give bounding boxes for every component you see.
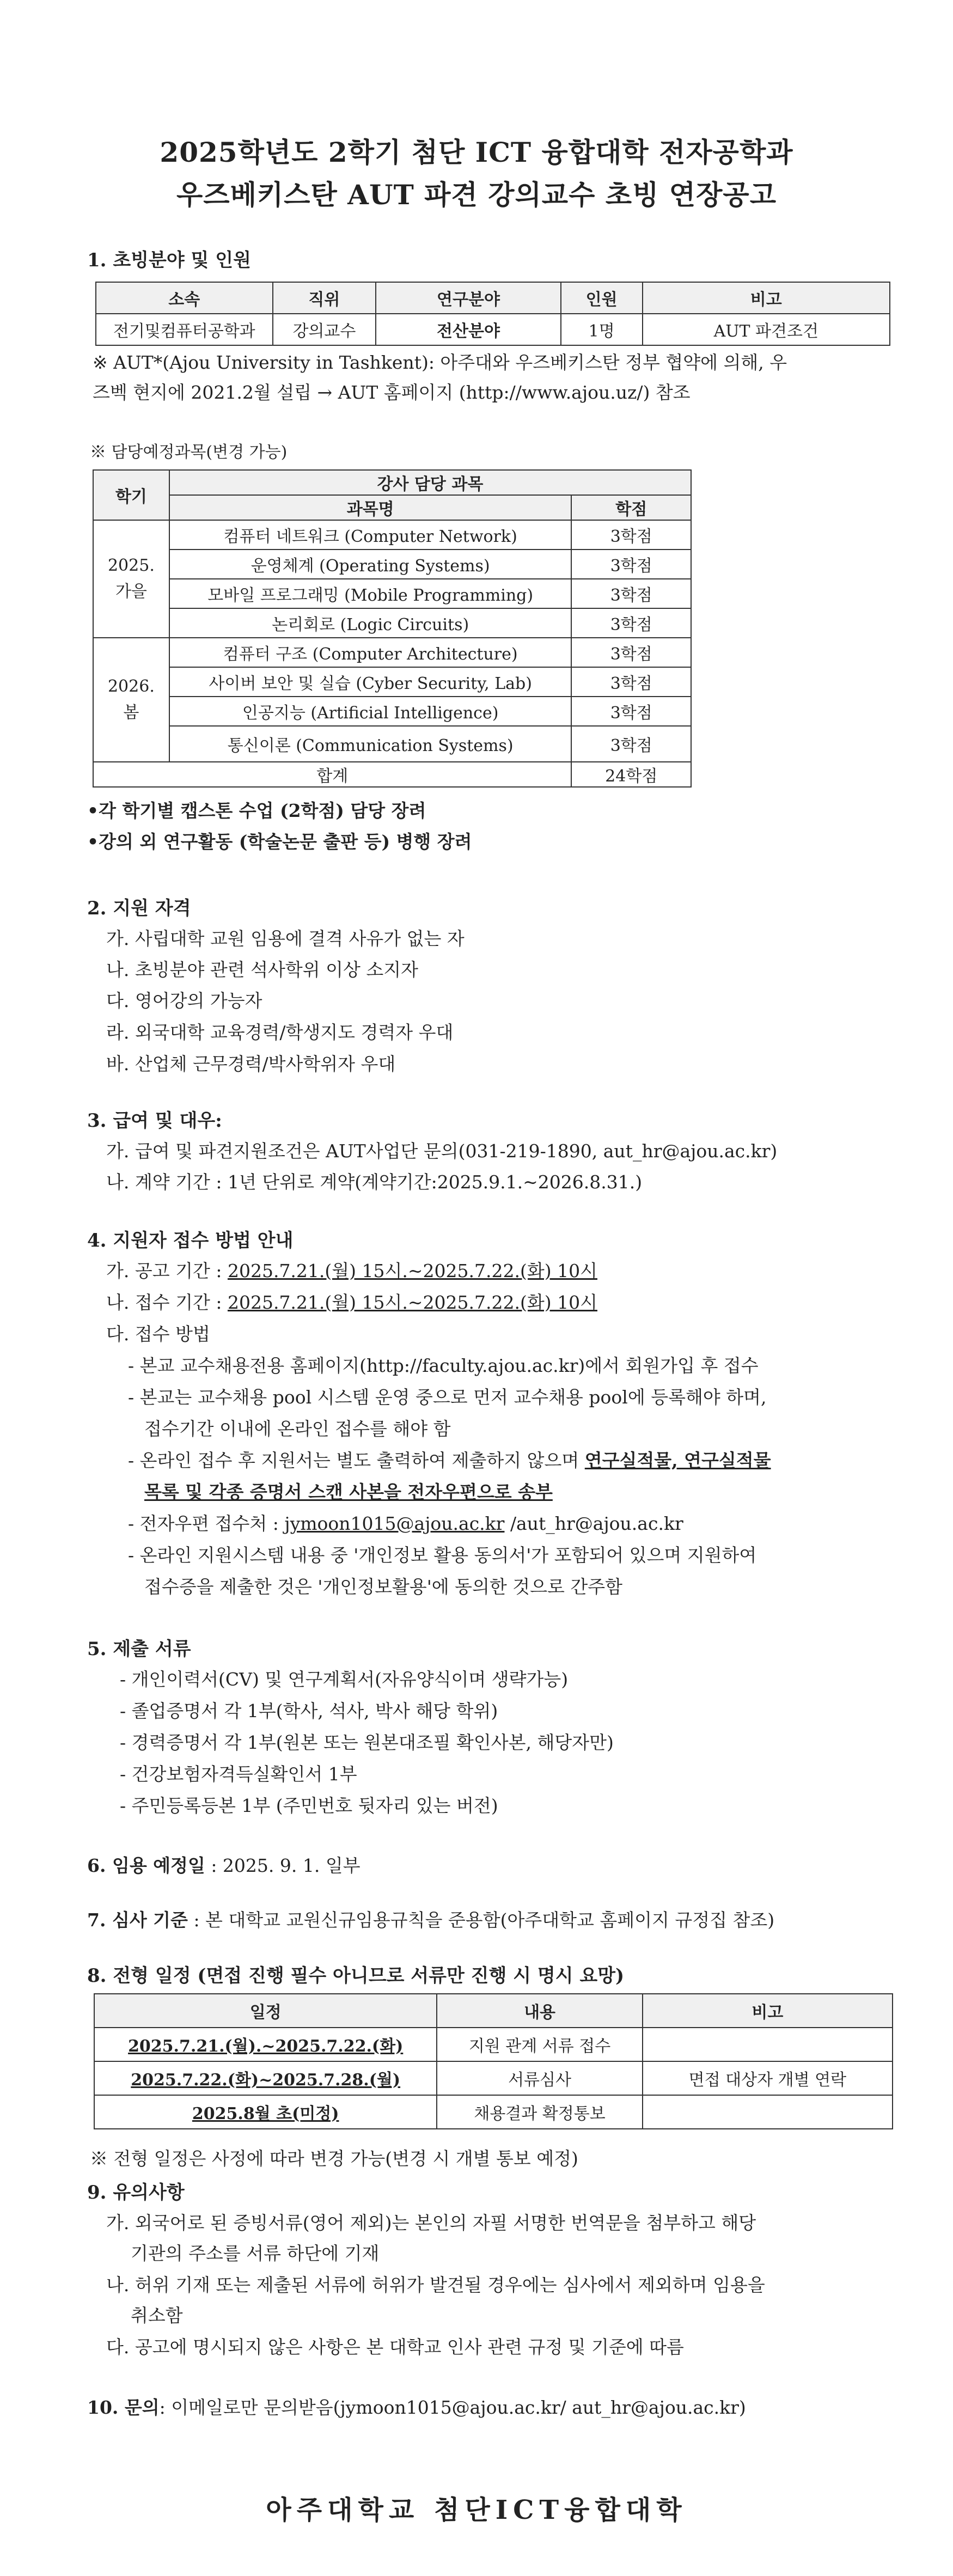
email-link-2[interactable]: /aut_hr@ajou.ac.kr (504, 1513, 683, 1534)
header-affiliation: 소속 (96, 282, 273, 314)
announce-period-value: 2025.7.21.(월) 15시.~2025.7.22.(화) 10시 (227, 1260, 597, 1281)
course-name: 사이버 보안 및 실습 (Cyber Security, Lab) (169, 667, 572, 697)
course-name: 컴퓨터 구조 (Computer Architecture) (169, 638, 572, 667)
course-name: 논리회로 (Logic Circuits) (169, 608, 572, 638)
header-semester: 학기 (93, 470, 169, 520)
course-row (93, 638, 691, 667)
schedule-note: ※ 전형 일정은 사정에 따라 변경 가능(변경 시 개별 통보 예정) (90, 2148, 578, 2169)
caution-item-cont: 취소함 (131, 2305, 183, 2326)
semester-2026-spring: 2026. 봄 (93, 638, 169, 762)
course-name: 인공지능 (Artificial Intelligence) (169, 697, 572, 726)
salary-item: 가. 급여 및 파견지원조건은 AUT사업단 문의(031-219-1890, aut_hr@ajou.ac.kr) (106, 1140, 778, 1162)
capstone-bullet: •각 학기별 캡스톤 수업 (2학점) 담당 장려 (87, 800, 426, 821)
header-position: 직위 (273, 282, 376, 314)
announce-period: 가. 공고 기간 : 2025.7.21.(월) 15시.~2025.7.22.(화) 10시 (106, 1260, 597, 1281)
review-criteria: 7. 심사 기준 : 본 대학교 교원신규임용규칙을 준용함(아주대학교 홈페이지 규정집 참조) (87, 1909, 775, 1931)
section-5-heading: 5. 제출 서류 (87, 1638, 191, 1660)
position-table-row (96, 314, 890, 345)
qualification-item: 나. 초빙분야 관련 석사학위 이상 소지자 (106, 959, 418, 980)
caution-item: 다. 공고에 명시되지 않은 사항은 본 대학교 인사 관련 규정 및 기준에 따름 (106, 2336, 684, 2358)
position-table (95, 282, 890, 346)
section-4-heading: 4. 지원자 접수 방법 안내 (87, 1230, 294, 1252)
document-item: - 주민등록등본 1부 (주민번호 뒷자리 있는 버전) (120, 1795, 498, 1816)
method-item: - 온라인 지원시스템 내용 중 '개인정보 활용 동의서'가 포함되어 있으며 지원하여 (128, 1545, 757, 1566)
receipt-method: 다. 접수 방법 (106, 1323, 210, 1345)
cell-affiliation: 전기및컴퓨터공학과 (96, 314, 273, 345)
qualification-item: 바. 산업체 근무경력/박사학위자 우대 (106, 1053, 396, 1075)
course-name: 통신이론 (Communication Systems) (169, 726, 572, 762)
caution-item: 가. 외국어로 된 증빙서류(영어 제외)는 본인의 자필 서명한 번역문을 첨부하고 해당 (106, 2212, 756, 2233)
footer-university: 아주대학교 첨단ICT융합대학 (266, 2495, 687, 2525)
method-item-cont: 접수기간 이내에 온라인 접수를 해야 함 (144, 1418, 451, 1439)
document-item: - 개인이력서(CV) 및 연구계획서(자유양식이며 생략가능) (120, 1669, 569, 1690)
header-field: 연구분야 (376, 282, 561, 314)
total-value: 24학점 (571, 762, 691, 787)
header-credit: 학점 (571, 495, 691, 520)
courses-table (93, 469, 692, 788)
course-credit: 3학점 (571, 550, 691, 579)
email-receipt: - 전자우편 접수처 : jymoon1015@ajou.ac.kr /aut_hr@ajou.ac.kr (128, 1513, 683, 1534)
course-credit: 3학점 (571, 638, 691, 667)
courses-total-row (93, 762, 691, 787)
title-line-1: 2025학년도 2학기 첨단 ICT 융합대학 전자공학과 (160, 136, 793, 168)
course-credit: 3학점 (571, 520, 691, 550)
section-8-heading: 8. 전형 일정 (면접 진행 필수 아니므로 서류만 진행 시 명시 요망) (87, 1965, 625, 1987)
courses-caption: ※ 담당예정과목(변경 가능) (90, 443, 288, 462)
header-content: 내용 (437, 1994, 642, 2028)
cell-count: 1명 (561, 314, 643, 345)
research-bullet: •강의 외 연구활동 (학술논문 출판 등) 병행 장려 (87, 831, 472, 852)
method-item-cont: 접수증을 제출한 것은 '개인정보활용'에 동의한 것으로 간주함 (144, 1576, 623, 1597)
qualification-item: 다. 영어강의 가능자 (106, 990, 262, 1011)
method-item: - 본교 교수채용전용 홈페이지(http://faculty.ajou.ac.kr)에서 회원가입 후 접수 (128, 1355, 759, 1376)
section-2-heading: 2. 지원 자격 (87, 898, 191, 919)
cell-remark: AUT 파견조건 (643, 314, 890, 345)
qualification-item: 가. 사립대학 교원 임용에 결격 사유가 없는 자 (106, 928, 465, 949)
method-item: - 본교는 교수채용 pool 시스템 운영 중으로 먼저 교수채용 pool에 등록해야 하며, (128, 1387, 767, 1408)
schedule-header (94, 1994, 893, 2028)
qualification-item: 라. 외국대학 교육경력/학생지도 경력자 우대 (106, 1022, 454, 1043)
position-table-header (96, 282, 890, 314)
course-credit: 3학점 (571, 697, 691, 726)
inquiry: 10. 문의: 이메일로만 문의받음(jymoon1015@ajou.ac.kr/ aut_hr@ajou.ac.kr) (87, 2397, 746, 2418)
title-line-2: 우즈베키스탄 AUT 파견 강의교수 초빙 연장공고 (176, 179, 777, 211)
schedule-row: 2025.8월 초(미정) 채용결과 확정통보 (94, 2095, 893, 2129)
schedule-table (94, 1993, 893, 2129)
header-count: 인원 (561, 282, 643, 314)
course-credit: 3학점 (571, 579, 691, 608)
contract-item: 나. 계약 기간 : 1년 단위로 계약(계약기간:2025.9.1.~2026.8.31.) (106, 1171, 643, 1193)
course-name: 운영체계 (Operating Systems) (169, 550, 572, 579)
course-row (93, 550, 691, 579)
course-credit: 3학점 (571, 608, 691, 638)
course-name: 모바일 프로그래밍 (Mobile Programming) (169, 579, 572, 608)
section-3-heading: 3. 급여 및 대우: (87, 1110, 222, 1132)
document-item: - 졸업증명서 각 1부(학사, 석사, 박사 해당 학위) (120, 1700, 498, 1722)
aut-note-1: ※ AUT*(Ajou University in Tashkent): 아주대와 우즈베키스탄 정부 협약에 의해, 우 (93, 352, 787, 373)
cell-field: 전산분야 (376, 314, 561, 345)
schedule-row: 2025.7.22.(화)~2025.7.28.(월) 서류심사 면접 대상자 개별 연락 (94, 2061, 893, 2095)
course-row (93, 520, 691, 550)
course-row (93, 697, 691, 726)
email-link-1[interactable]: jymoon1015@ajou.ac.kr (284, 1513, 505, 1534)
course-row (93, 726, 691, 762)
method-item: - 온라인 접수 후 지원서는 별도 출력하여 제출하지 않으며 연구실적물, 연구실적물 (128, 1450, 771, 1471)
caution-item-cont: 기관의 주소를 서류 하단에 기재 (131, 2243, 380, 2264)
receipt-period-value: 2025.7.21.(월) 15시.~2025.7.22.(화) 10시 (227, 1292, 597, 1313)
appointment-date: 6. 임용 예정일 : 2025. 9. 1. 일부 (87, 1855, 361, 1876)
header-remark: 비고 (643, 282, 890, 314)
aut-note-2: 즈벡 현지에 2021.2월 설립 → AUT 홈페이지 (http://www.ajou.uz/) 참조 (93, 382, 691, 403)
caution-item: 나. 허위 기재 또는 제출된 서류에 허위가 발견될 경우에는 심사에서 제외하며 임용을 (106, 2274, 765, 2296)
section-1-heading: 1. 초빙분야 및 인원 (87, 249, 251, 271)
course-name: 컴퓨터 네트워크 (Computer Network) (169, 520, 572, 550)
section-9-heading: 9. 유의사항 (87, 2182, 185, 2203)
course-credit: 3학점 (571, 726, 691, 762)
semester-2025-fall: 2025. 가을 (93, 520, 169, 638)
header-schedule: 일정 (94, 1994, 437, 2028)
course-credit: 3학점 (571, 667, 691, 697)
total-label: 합계 (93, 762, 571, 787)
course-row (93, 608, 691, 638)
schedule-row: 2025.7.21.(월).~2025.7.22.(화) 지원 관계 서류 접수 (94, 2028, 893, 2061)
header-course-group: 강사 담당 과목 (169, 470, 691, 495)
course-row (93, 579, 691, 608)
method-item-cont: 목록 및 각종 증명서 스캔 사본을 전자우편으로 송부 (144, 1481, 553, 1503)
document-item: - 경력증명서 각 1부(원본 또는 원본대조필 확인사본, 해당자만) (120, 1732, 614, 1753)
header-note: 비고 (643, 1994, 893, 2028)
document-item: - 건강보험자격득실확인서 1부 (120, 1763, 357, 1785)
receipt-period: 나. 접수 기간 : 2025.7.21.(월) 15시.~2025.7.22.(화) 10시 (106, 1292, 597, 1313)
cell-position: 강의교수 (273, 314, 376, 345)
course-row (93, 667, 691, 697)
header-course-name: 과목명 (169, 495, 572, 520)
